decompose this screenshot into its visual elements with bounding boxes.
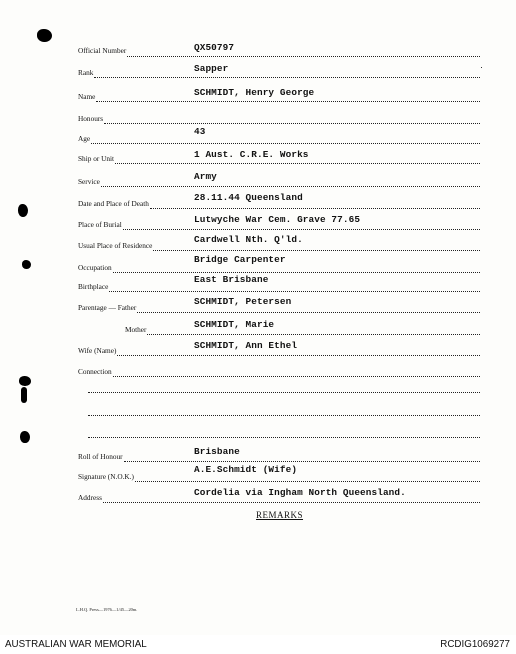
field-value: A.E.Schmidt (Wife) [194,464,298,475]
field-label: Rank [78,68,94,77]
field-value: SCHMIDT, Henry George [194,87,315,98]
field-line [124,461,480,462]
field-line [135,481,480,482]
field-age [0,128,516,148]
punch-hole [20,431,30,443]
field-line [113,376,480,377]
field-label: Ship or Unit [78,154,115,163]
field-line [127,56,480,57]
field-signature-nok [0,464,516,489]
field-value: SCHMIDT, Petersen [194,296,292,307]
field-official-number [0,40,516,60]
field-line [147,334,480,335]
field-line [153,250,480,251]
remarks-heading: REMARKS [256,510,304,520]
field-line [137,312,480,313]
field-line [104,123,480,124]
field-value: Bridge Carpenter [194,254,286,265]
field-value: Sapper [194,63,229,74]
field-line [150,208,480,209]
field-value: East Brisbane [194,274,269,285]
connection-line [88,437,480,438]
field-value: Lutwyche War Cem. Grave 77.65 [194,214,361,225]
field-line [117,355,480,356]
punch-hole [21,387,27,403]
field-service [0,173,516,193]
field-rank [0,62,516,82]
connection-line [88,392,480,393]
field-value: Brisbane [194,446,240,457]
field-connection [0,366,516,386]
field-name [0,86,516,106]
field-line [123,229,480,230]
field-value: Cordelia via Ingham North Queensland. [194,487,406,498]
archive-name: AUSTRALIAN WAR MEMORIAL [5,639,147,650]
archive-footer [0,635,516,654]
field-label: Name [78,92,96,101]
field-label: Place of Burial [78,220,122,229]
field-value: 1 Aust. C.R.E. Works [194,149,309,160]
field-label: Address [78,493,102,502]
field-value: 43 [194,126,206,137]
field-label: Official Number [78,46,127,55]
field-label: Roll of Honour [78,452,123,461]
field-date-place-of-death [0,192,516,215]
field-label: Date and Place of Death [78,199,149,208]
field-label: Signature (N.O.K.) [78,472,134,481]
field-label: Connection [78,367,112,376]
field-wife-name [0,340,516,364]
field-label: Service [78,177,100,186]
field-line [113,272,480,273]
field-label: Usual Place of Residence [78,241,153,250]
record-id: RCDIG1069277 [440,639,510,650]
field-ship-or-unit [0,151,516,171]
connection-line [88,415,480,416]
field-line [109,291,480,292]
field-address [0,487,516,510]
field-label: Mother [125,325,147,334]
field-label: Age [78,134,91,143]
field-value: SCHMIDT, Marie [194,319,275,330]
field-value: Cardwell Nth. Q'ld. [194,234,303,245]
field-value: QX50797 [194,42,235,53]
field-line [94,77,480,78]
field-label: Honours [78,114,104,123]
field-line [103,502,480,503]
field-line [115,163,480,164]
field-value: Army [194,171,217,182]
field-label: Parentage — Father [78,303,137,312]
field-line [101,186,480,187]
field-line [91,143,480,144]
field-value: SCHMIDT, Ann Ethel [194,340,298,351]
field-label: Occupation [78,263,112,272]
field-line [96,101,480,102]
field-label: Wife (Name) [78,346,117,355]
field-label: Birthplace [78,282,109,291]
field-honours [0,108,516,128]
printer-imprint: L.H.Q. Press—1976—1/45—20m. [76,607,138,612]
field-value: 28.11.44 Queensland [194,192,303,203]
field-parentage-father [0,296,516,321]
